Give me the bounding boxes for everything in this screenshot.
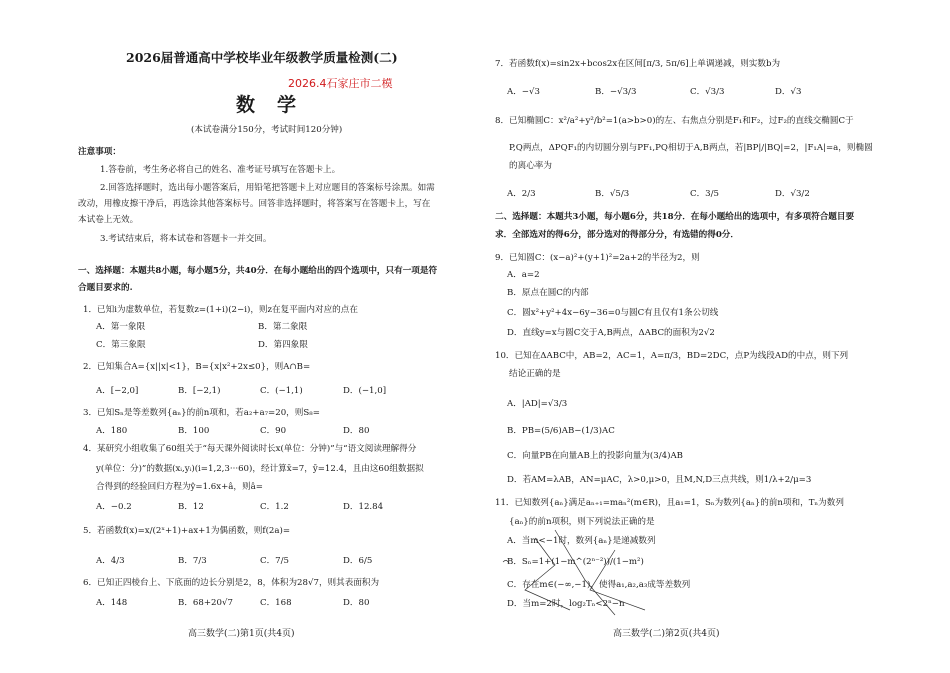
q1-option-a: A．第一象限 xyxy=(96,322,146,332)
q9-option-b: B．原点在圆C的内部 xyxy=(507,288,589,298)
q4-option-d: D．12.84 xyxy=(343,502,384,512)
q6-option-a: A．148 xyxy=(96,598,128,608)
note-line: 2.回答选择题时，选出每小题答案后，用铅笔把答题卡上对应题目的答案标号涂黑。如需 xyxy=(100,183,435,193)
q7-option-b: B．−√3/3 xyxy=(595,87,637,97)
note-line: 3.考试结束后，将本试卷和答题卡一并交回。 xyxy=(100,234,272,244)
question-2-stem: 2．已知集合A={x||x|<1}，B={x|x²+2x≤0}，则A∩B= xyxy=(83,362,311,372)
question-1-stem: 1．已知i为虚数单位，若复数z=(1+i)(2−i)，则z在复平面内对应的点在 xyxy=(83,305,358,315)
question-4-stem: 合得到的经验回归方程为ŷ=1.6x+â，则â= xyxy=(96,482,263,492)
q11-option-a: A．当m<−1时，数列{aₙ}是递减数列 xyxy=(507,536,656,546)
q10-option-a: A．|AD|=√3/3 xyxy=(507,399,568,409)
q2-option-b: B．[−2,1) xyxy=(178,386,221,396)
q9-option-d: D．直线y=x与圆C交于A,B两点，ΔABC的面积为2√2 xyxy=(507,328,715,338)
q11-option-c: C．存在m∈(−∞,−1)，使得a₁,a₂,a₃成等差数列 xyxy=(507,580,691,590)
section-heading: 二、选择题：本题共3小题，每小题6分，共18分．在每小题给出的选项中，有多项符合题目要 xyxy=(495,212,855,222)
q11-option-d: D．当m=2时，log₂Tₙ<2ⁿ−n xyxy=(507,599,625,609)
q2-option-a: A．[−2,0] xyxy=(96,386,139,396)
question-8-stem: P,Q两点，ΔPQF₁的内切圆分别与PF₁,PQ相切于A,B两点，若|BP|/|BQ|=2，|F₁A|=a，则椭圆 xyxy=(509,143,873,153)
q1-option-c: C．第三象限 xyxy=(96,340,146,350)
question-3-stem: 3．已知Sₙ是等差数列{aₙ}的前n项和，若a₂+a₇=20，则S₈= xyxy=(83,408,320,418)
question-7-stem: 7．若函数f(x)=sin2x+bcos2x在区间[π/3, 5π/6]上单调递减，则实数b为 xyxy=(495,59,781,69)
exam-page-1 xyxy=(78,0,478,673)
note-line: 1.答卷前，考生务必将自己的姓名、准考证号填写在答题卡上。 xyxy=(100,165,341,175)
q2-option-c: C．(−1,1) xyxy=(260,386,303,396)
q10-option-c: C．向量PB在向量AB上的投影向量为(3/4)AB xyxy=(507,451,683,461)
page-footer: 高三数学(二)第2页(共4页) xyxy=(613,629,720,639)
q8-option-a: A．2/3 xyxy=(507,189,536,199)
question-5-stem: 5．若函数f(x)=x/(2ˣ+1)+ax+1为偶函数，则f(2a)= xyxy=(83,526,291,536)
q11-option-b: B．Sₙ=1+(1−m^(2ⁿ⁻²))/(1−m²) xyxy=(507,557,644,567)
q4-option-c: C．1.2 xyxy=(260,502,289,512)
section-heading: 一、选择题：本题共8小题，每小题5分，共40分．在每小题给出的四个选项中，只有一项是符 xyxy=(78,266,438,276)
section-heading: 合题目要求的. xyxy=(78,283,133,293)
q3-option-c: C．90 xyxy=(260,426,287,436)
q8-option-d: D．√3/2 xyxy=(775,189,810,199)
pen-scribble xyxy=(495,520,695,620)
q8-option-c: C．3/5 xyxy=(690,189,719,199)
q1-option-b: B．第二象限 xyxy=(258,322,308,332)
q9-option-a: A．a=2 xyxy=(507,270,540,280)
q1-option-d: D．第四象限 xyxy=(258,340,308,350)
q5-option-a: A．4/3 xyxy=(96,556,125,566)
q4-option-a: A．−0.2 xyxy=(96,502,132,512)
q7-option-d: D．√3 xyxy=(775,87,802,97)
q6-option-d: D．80 xyxy=(343,598,370,608)
q4-option-b: B．12 xyxy=(178,502,204,512)
exam-title: 2026届普通高中学校毕业年级教学质量检测(二) xyxy=(126,50,398,65)
question-8-stem: 的离心率为 xyxy=(509,161,552,171)
q10-option-b: B．PB=(5/6)AB−(1/3)AC xyxy=(507,426,615,436)
q3-option-d: D．80 xyxy=(343,426,370,436)
question-11-stem: 11．已知数列{aₙ}满足aₙ₊₁=maₙ²(m∈R)，且a₁=1，Sₙ为数列{aₙ}的前n项和，Tₙ为数列 xyxy=(495,498,844,508)
q2-option-d: D．(−1,0] xyxy=(343,386,387,396)
q7-option-a: A．−√3 xyxy=(507,87,540,97)
question-4-stem: 4．某研究小组收集了60组关于“每天课外阅读时长x(单位：分钟)”与“语文阅读理解得分 xyxy=(83,444,417,454)
q8-option-b: B．√5/3 xyxy=(595,189,630,199)
notes-title: 注意事项： xyxy=(78,147,121,157)
q6-option-b: B．68+20√7 xyxy=(178,598,233,608)
exam-page-2 xyxy=(495,0,935,673)
q5-option-c: C．7/5 xyxy=(260,556,289,566)
question-9-stem: 9．已知圆C：(x−a)²+(y+1)²=2a+2的半径为2，则 xyxy=(495,253,700,263)
question-4-stem: y(单位：分)”的数据(xᵢ,yᵢ)(i=1,2,3···60)，经计算x̄=7，ȳ=12.4，且由这60组数据拟 xyxy=(96,464,424,474)
q3-option-a: A．180 xyxy=(96,426,128,436)
note-line: 改动，用橡皮擦干净后，再选涂其他答案标号。回答非选择题时，将答案写在答题卡上，写在 xyxy=(78,199,431,209)
handwritten-stamp: 2026.4石家庄市二模 xyxy=(288,77,393,90)
q9-option-c: C．圆x²+y²+4x−6y−36=0与圆C有且仅有1条公切线 xyxy=(507,308,719,318)
exam-meta: (本试卷满分150分，考试时间120分钟) xyxy=(191,125,343,135)
question-8-stem: 8．已知椭圆C：x²/a²+y²/b²=1(a>b>0)的左、右焦点分别是F₁和F₂，过F₂的直线交椭圆C于 xyxy=(495,116,854,126)
page-footer: 高三数学(二)第1页(共4页) xyxy=(188,629,295,639)
q5-option-d: D．6/5 xyxy=(343,556,373,566)
question-6-stem: 6．已知正四棱台上、下底面的边长分别是2，8，体积为28√7，则其表面积为 xyxy=(83,578,380,588)
q6-option-c: C．168 xyxy=(260,598,292,608)
question-10-stem: 结论正确的是 xyxy=(509,369,561,379)
section-heading: 求．全部选对的得6分，部分选对的得部分分，有选错的得0分． xyxy=(495,230,739,240)
question-11-stem: {aₙ}的前n项积，则下列说法正确的是 xyxy=(509,517,655,527)
question-10-stem: 10．已知在ΔABC中，AB=2，AC=1，A=π/3，BD=2DC，点P为线段AD的中点，则下列 xyxy=(495,351,849,361)
subject-title: 数学 xyxy=(236,94,319,116)
q5-option-b: B．7/3 xyxy=(178,556,207,566)
q10-option-d: D．若AM=λAB，AN=μAC，λ>0,μ>0，且M,N,D三点共线，则1/λ+2/μ=3 xyxy=(507,475,812,485)
note-line: 本试卷上无效。 xyxy=(78,215,139,225)
q7-option-c: C．√3/3 xyxy=(690,87,725,97)
q3-option-b: B．100 xyxy=(178,426,210,436)
